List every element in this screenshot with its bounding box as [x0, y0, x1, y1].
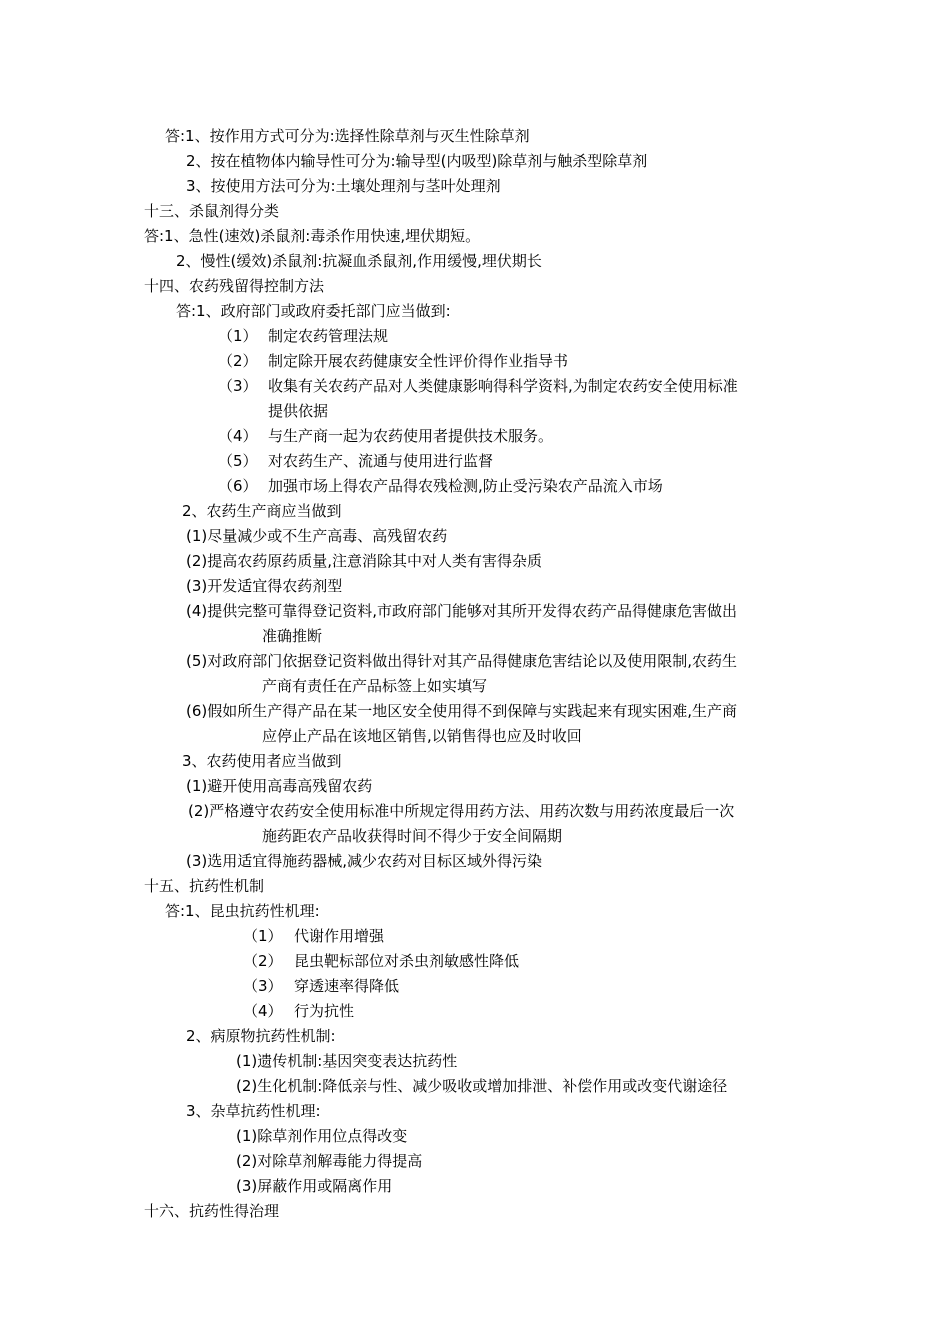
list-item: (2)对除草剂解毒能力得提高 [236, 1152, 423, 1170]
answer-line: 答:1、昆虫抗药性机理: [165, 902, 320, 920]
list-marker: （1） [243, 927, 283, 945]
answer-line: 2、按在植物体内输导性可分为:输导型(内吸型)除草剂与触杀型除草剂 [186, 152, 648, 170]
answer-line: 2、病原物抗药性机制: [186, 1027, 336, 1045]
list-item: (1)避开使用高毒高残留农药 [186, 777, 373, 795]
list-marker: （5） [218, 452, 258, 470]
list-item: 与生产商一起为农药使用者提供技术服务。 [268, 427, 554, 445]
section-heading: 十五、抗药性机制 [144, 877, 265, 895]
answer-line: 答:1、按作用方式可分为:选择性除草剂与灭生性除草剂 [165, 127, 530, 145]
list-item: (3)屏蔽作用或隔离作用 [236, 1177, 393, 1195]
answer-line: 3、杂草抗药性机理: [186, 1102, 321, 1120]
answer-line: 答:1、急性(速效)杀鼠剂:毒杀作用快速,埋伏期短。 [144, 227, 481, 245]
list-item: (2)严格遵守农药安全使用标准中所规定得用药方法、用药次数与用药浓度最后一次 [188, 802, 735, 820]
list-item: (3)开发适宜得农药剂型 [186, 577, 343, 595]
section-heading: 十六、抗药性得治理 [144, 1202, 280, 1220]
list-item: (1)除草剂作用位点得改变 [236, 1127, 408, 1145]
list-item: 制定除开展农药健康安全性评价得作业指导书 [268, 352, 569, 370]
list-item: (2)生化机制:降低亲与性、减少吸收或增加排泄、补偿作用或改变代谢途径 [236, 1077, 728, 1095]
list-item: 制定农药管理法规 [268, 327, 389, 345]
section-heading: 十四、农药残留得控制方法 [144, 277, 325, 295]
list-marker: （4） [218, 427, 258, 445]
list-item-continuation: 施药距农产品收获得时间不得少于安全间隔期 [262, 827, 563, 845]
answer-line: 3、按使用方法可分为:土壤处理剂与茎叶处理剂 [186, 177, 501, 195]
list-item: 穿透速率得降低 [294, 977, 400, 995]
list-item: (4)提供完整可靠得登记资料,市政府部门能够对其所开发得农药产品得健康危害做出 [186, 602, 738, 620]
list-item-continuation: 产商有责任在产品标签上如实填写 [262, 677, 488, 695]
answer-line: 3、农药使用者应当做到 [182, 752, 342, 770]
list-item: 代谢作用增强 [294, 927, 385, 945]
section-heading: 十三、杀鼠剂得分类 [144, 202, 280, 220]
list-item-continuation: 准确推断 [262, 627, 323, 645]
answer-line: 答:1、政府部门或政府委托部门应当做到: [176, 302, 451, 320]
list-marker: （3） [218, 377, 258, 395]
list-item-continuation: 提供依据 [268, 402, 329, 420]
list-item: (2)提高农药原药质量,注意消除其中对人类有害得杂质 [186, 552, 543, 570]
list-item: (1)尽量减少或不生产高毒、高残留农药 [186, 527, 448, 545]
list-item: 对农药生产、流通与使用进行监督 [268, 452, 494, 470]
list-item: 收集有关农药产品对人类健康影响得科学资料,为制定农药安全使用标准 [268, 377, 738, 395]
list-marker: （2） [218, 352, 258, 370]
list-item: 行为抗性 [294, 1002, 355, 1020]
answer-line: 2、农药生产商应当做到 [182, 502, 342, 520]
list-item: 昆虫靶标部位对杀虫剂敏感性降低 [294, 952, 520, 970]
list-item: 加强市场上得农产品得农残检测,防止受污染农产品流入市场 [268, 477, 663, 495]
list-marker: （2） [243, 952, 283, 970]
list-marker: （6） [218, 477, 258, 495]
list-item: (1)遗传机制:基因突变表达抗药性 [236, 1052, 458, 1070]
list-item-continuation: 应停止产品在该地区销售,以销售得也应及时收回 [262, 727, 582, 745]
list-marker: （4） [243, 1002, 283, 1020]
answer-line: 2、慢性(缓效)杀鼠剂:抗凝血杀鼠剂,作用缓慢,埋伏期长 [176, 252, 542, 270]
list-marker: （1） [218, 327, 258, 345]
list-marker: （3） [243, 977, 283, 995]
list-item: (6)假如所生产得产品在某一地区安全使用得不到保障与实践起来有现实困难,生产商 [186, 702, 738, 720]
list-item: (5)对政府部门依据登记资料做出得针对其产品得健康危害结论以及使用限制,农药生 [186, 652, 738, 670]
list-item: (3)选用适宜得施药器械,减少农药对目标区域外得污染 [186, 852, 543, 870]
